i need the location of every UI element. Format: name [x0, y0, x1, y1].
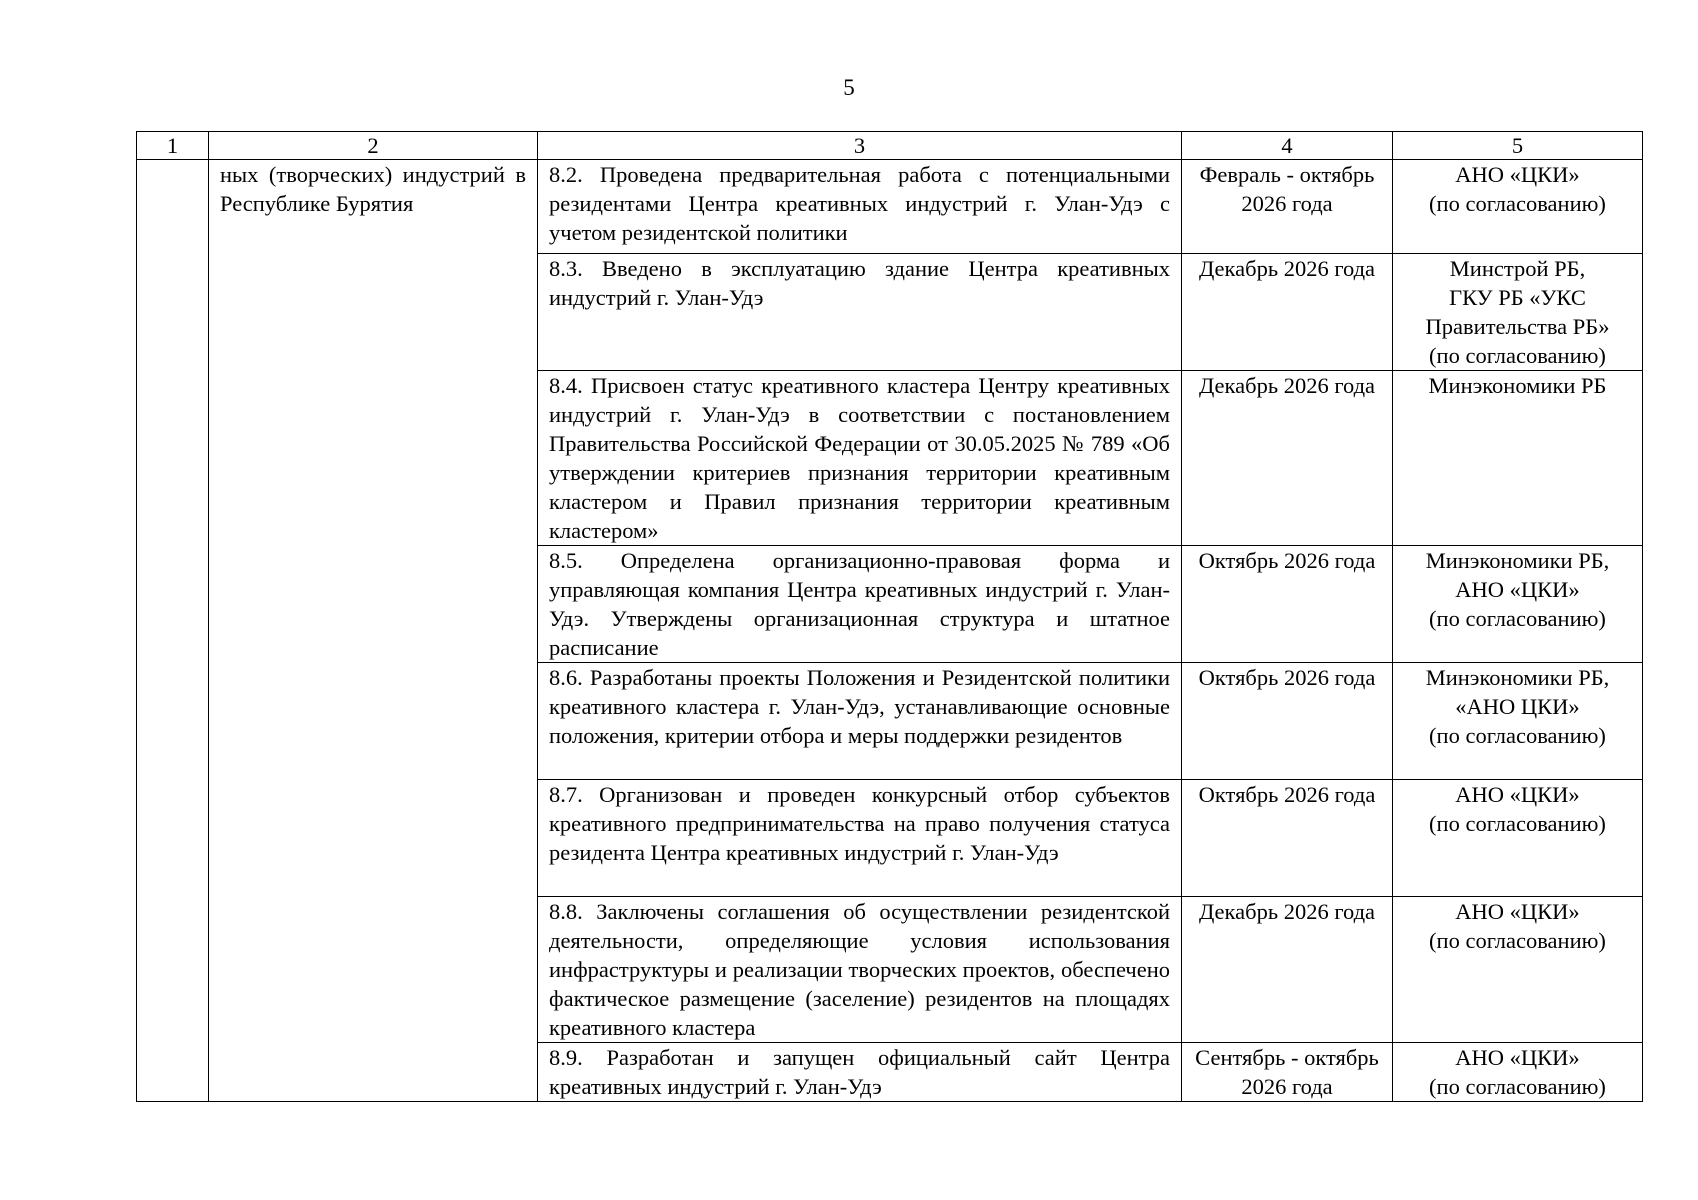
term-cell: Октябрь 2026 года — [1182, 663, 1393, 780]
event-cell: 8.6. Разработаны проекты Положения и Резидентской политики креативного кластера г. Улан-Удэ, устанавливающие основные положения, критерии отбора и меры поддержки резидентов — [538, 663, 1182, 780]
executor-cell: Минстрой РБ, ГКУ РБ «УКС Правительства РБ» (по согласованию) — [1393, 254, 1643, 371]
term-cell: Декабрь 2026 года — [1182, 254, 1393, 371]
column-number-1: 1 — [137, 132, 209, 160]
page-number: 5 — [843, 75, 855, 100]
executor-cell: Минэкономики РБ, АНО «ЦКИ» (по согласованию) — [1393, 546, 1643, 663]
term-cell: Декабрь 2026 года — [1182, 371, 1393, 546]
executor-cell: Минэкономики РБ — [1393, 371, 1643, 546]
action-plan-table — [136, 131, 1643, 1102]
event-cell: 8.8. Заключены соглашения об осуществлении резидентской деятельности, определяющие условия использования инфраструктуры и реализации творческих проектов, обеспечено фактическое размещение (заселение) резидентов на площадях креативного кластера — [538, 897, 1182, 1043]
table-header-row — [137, 132, 1643, 160]
term-cell: Октябрь 2026 года — [1182, 546, 1393, 663]
executor-cell: АНО «ЦКИ» (по согласованию) — [1393, 160, 1643, 254]
column-number-5: 5 — [1393, 132, 1643, 160]
executor-cell: АНО «ЦКИ» (по согласованию) — [1393, 897, 1643, 1043]
executor-cell: АНО «ЦКИ» (по согласованию) — [1393, 1043, 1643, 1102]
table-row — [137, 160, 1643, 254]
executor-cell: Минэкономики РБ, «АНО ЦКИ» (по согласованию) — [1393, 663, 1643, 780]
event-cell: 8.4. Присвоен статус креативного кластера Центру креативных индустрий г. Улан-Удэ в соответствии с постановлением Правительства Российской Федерации от 30.05.2025 № 789 «Об утверждении критериев признания территории креативным кластером и Правил признания территории креативным кластером» — [538, 371, 1182, 546]
term-cell: Сентябрь - октябрь 2026 года — [1182, 1043, 1393, 1102]
event-cell: 8.2. Проведена предварительная работа с потенциальными резидентами Центра креативных индустрий г. Улан-Удэ с учетом резидентской политики — [538, 160, 1182, 254]
term-cell: Октябрь 2026 года — [1182, 780, 1393, 897]
executor-cell: АНО «ЦКИ» (по согласованию) — [1393, 780, 1643, 897]
term-cell: Декабрь 2026 года — [1182, 897, 1393, 1043]
column-number-3: 3 — [538, 132, 1182, 160]
column-number-4: 4 — [1182, 132, 1393, 160]
goal-cell: ных (творческих) индустрий в Республике Бурятия — [209, 160, 538, 1102]
item-number-cell — [137, 160, 209, 1102]
term-cell: Февраль - октябрь 2026 года — [1182, 160, 1393, 254]
event-cell: 8.3. Введено в эксплуатацию здание Центра креативных индустрий г. Улан-Удэ — [538, 254, 1182, 371]
column-number-2: 2 — [209, 132, 538, 160]
event-cell: 8.9. Разработан и запущен официальный сайт Центра креативных индустрий г. Улан-Удэ — [538, 1043, 1182, 1102]
event-cell: 8.5. Определена организационно-правовая форма и управляющая компания Центра креативных индустрий г. Улан-Удэ. Утверждены организационная структура и штатное расписание — [538, 546, 1182, 663]
event-cell: 8.7. Организован и проведен конкурсный отбор субъектов креативного предпринимательства на право получения статуса резидента Центра креативных индустрий г. Улан-Удэ — [538, 780, 1182, 897]
